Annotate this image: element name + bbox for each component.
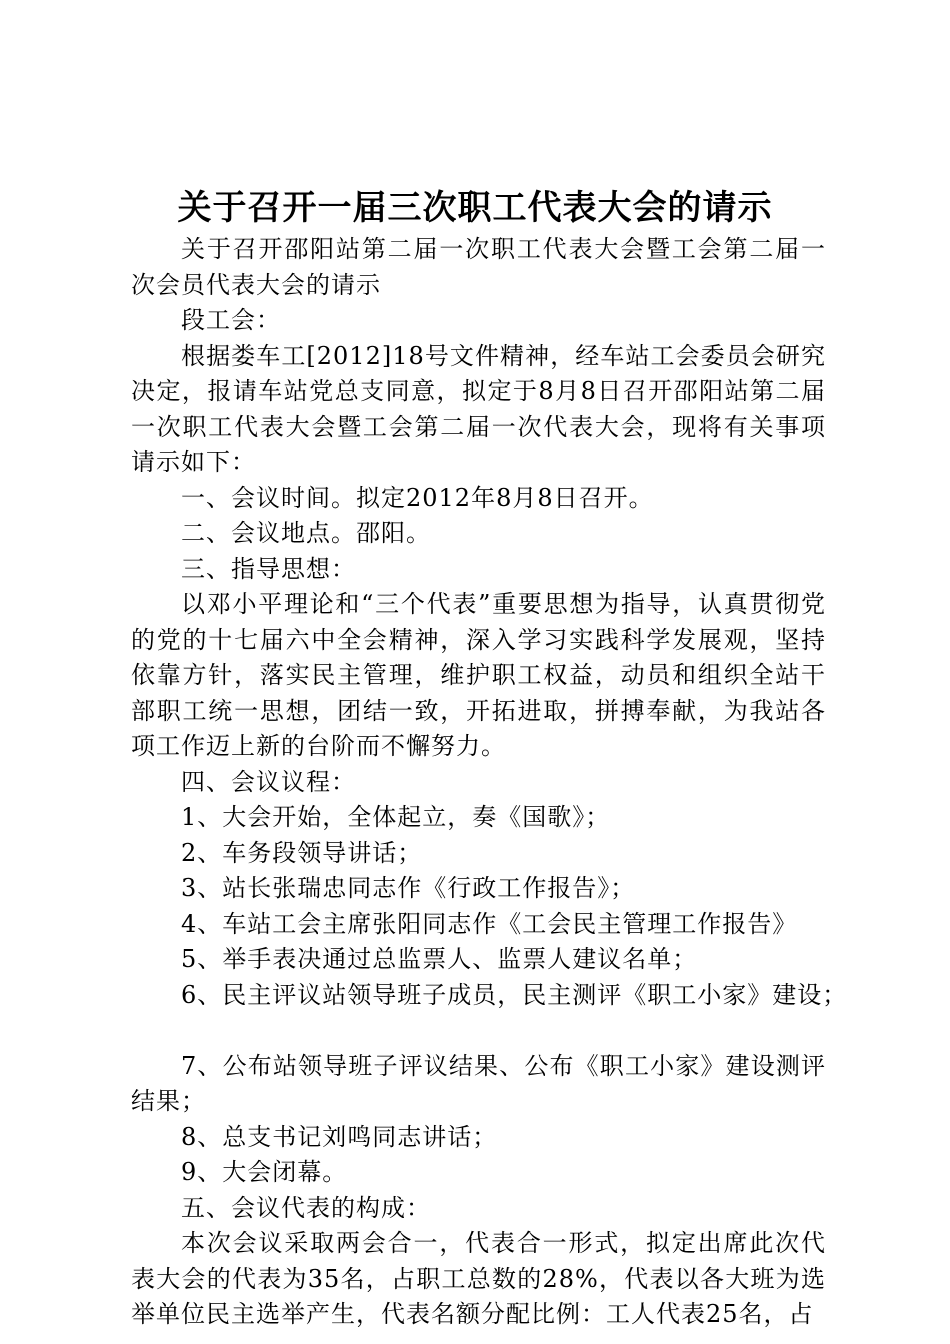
intro-paragraph: 根据娄车工[2012]18号文件精神，经车站工会委员会研究决定，报请车站党总支同意，拟定于8月8日召开邵阳站第二届一次职工代表大会暨工会第二届一次代表大会，现将有关事项请示如下： [131, 341, 826, 476]
section-meeting-place: 二、会议地点。邵阳。 [181, 519, 431, 547]
agenda-item: 8、总支书记刘鸣同志讲话； [181, 1122, 498, 1151]
agenda-item: 1、大会开始，全体起立，奏《国歌》； [181, 803, 611, 831]
agenda-item: 4、车站工会主席张阳同志作《工会民主管理工作报告》 [181, 909, 798, 938]
document-body [131, 232, 848, 1333]
blank-line [131, 1013, 826, 1049]
agenda-item: 2、车务段领导讲话； [181, 838, 423, 867]
section-guiding-thought-heading: 三、指导思想： [181, 554, 356, 583]
subtitle-paragraph: 关于召开邵阳站第二届一次职工代表大会暨工会第二届一次会员代表大会的请示 [131, 235, 826, 299]
section-meeting-time: 一、会议时间。拟定2012年8月8日召开。 [181, 483, 654, 512]
agenda-item: 6、民主评议站领导班子成员，民主测评《职工小家》建设； [181, 980, 848, 1009]
agenda-item: 3、站长张瑞忠同志作《行政工作报告》； [181, 874, 636, 902]
agenda-item: 9、大会闭幕。 [181, 1158, 348, 1186]
document-title: 关于召开一届三次职工代表大会的请示 [177, 188, 773, 228]
agenda-item: 7、公布站领导班子评议结果、公布《职工小家》建设测评结果； [131, 1051, 826, 1115]
agenda-item: 5、举手表决通过总监票人、监票人建议名单； [181, 945, 698, 973]
section-delegates-body: 本次会议采取两会合一，代表合一形式，拟定出席此次代表大会的代表为35名，占职工总数的28%，代表以各大班为选举单位民主选举产生，代表名额分配比例：工人代表25名，占 [131, 1229, 826, 1328]
addressee: 段工会： [181, 306, 281, 334]
section-agenda-heading: 四、会议议程： [181, 767, 356, 796]
section-guiding-thought-body: 以邓小平理论和“三个代表”重要思想为指导，认真贯彻党的党的十七届六中全会精神，深入学习实践科学发展观，坚持依靠方针，落实民主管理，维护职工权益，动员和组织全站干部职工统一思想，团结一致，开拓进取，拼搏奉献，为我站各项工作迈上新的台阶而不懈努力。 [131, 590, 826, 760]
section-delegates-heading: 五、会议代表的构成： [181, 1193, 431, 1222]
